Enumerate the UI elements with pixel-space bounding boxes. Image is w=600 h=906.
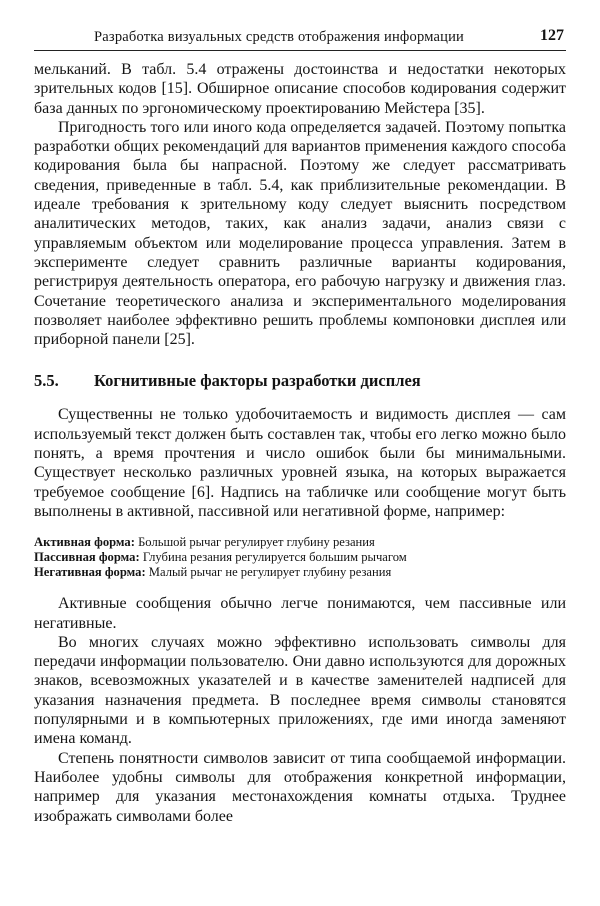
example-text: Глубина резания регулируется большим рычагом: [142, 550, 407, 565]
page-body: [34, 60, 566, 826]
example-label: Негативная форма:: [34, 565, 146, 580]
example-passive: [34, 550, 566, 565]
paragraph-continuation: мельканий. В табл. 5.4 отражены достоинства и недостатки некоторых зрительных кодов [15]. Обширное описание способов кодирования содержит база данных по эргономическому проектированию Мейстера [35].: [34, 61, 566, 117]
example-negative: [34, 565, 566, 580]
example-text: Малый рычаг не регулирует глубину резания: [148, 565, 392, 580]
paragraph-symbol-clarity: Степень понятности символов зависит от типа сообщаемой информации. Наиболее удобны символы для отображения конкретной информации, например для указания местонахождения комнаты отдыха. Труднее изображать символами более: [34, 749, 566, 825]
paragraph-language-levels: Существенны не только удобочитаемость и видимость дисплея — сам используемый текст должен быть составлен так, чтобы его легко можно было понять, а время прочтения и число ошибок были бы минимальными. Существует несколько различных уровней языка, на которых выражается требуемое сообщение [6]. Надпись на табличке или сообщение могут быть выполнены в активной, пассивной или негативной форме, например:: [34, 406, 566, 520]
section-number: 5.5.: [34, 371, 59, 391]
example-list: [34, 535, 566, 580]
paragraph-active-messages: Активные сообщения обычно легче понимаются, чем пассивные или негативные.: [34, 595, 566, 632]
section-title: Когнитивные факторы разработки дисплея: [94, 371, 421, 391]
example-active: [34, 535, 566, 550]
example-text: Большой рычаг регулирует глубину резания: [138, 535, 375, 550]
example-label: Активная форма:: [34, 535, 135, 550]
paragraph-symbols: Во многих случаях можно эффективно использовать символы для передачи информации пользователю. Они давно используются для дорожных знаков, всевозможных указателей и в качестве заменителей надписей для указания назначения предмета. В последнее время символы становятся популярными и в компьютерных приложениях, где ими иногда заменяют имена команд.: [34, 633, 566, 748]
section-heading: [34, 371, 566, 391]
page-header: [34, 26, 566, 51]
paragraph-code-suitability: Пригодность того или иного кода определяется задачей. Поэтому попытка разработки общих рекомендаций для вариантов применения каждого способа кодирования была бы напрасной. Поэтому же следует рассматривать сведения, приведенные в табл. 5.4, как приблизительные рекомендации. В идеале требования к зрительному коду следует выяснить посредством аналитических методов, таких, как анализ задачи, анализ связи с управляемым объектом или моделирование процесса управления. Затем в эксперименте следует сравнить различные варианты кодирования, регистрируя деятельность оператора, его рабочую нагрузку и движения глаз. Сочетание теоретического анализа и экспериментального моделирования позволяет наиболее эффективно решить проблемы компоновки дисплея или приборной панели [25].: [34, 118, 566, 349]
example-label: Пассивная форма:: [34, 550, 140, 565]
running-title: Разработка визуальных средств отображения информации: [94, 29, 464, 45]
page-number: 127: [540, 27, 564, 44]
